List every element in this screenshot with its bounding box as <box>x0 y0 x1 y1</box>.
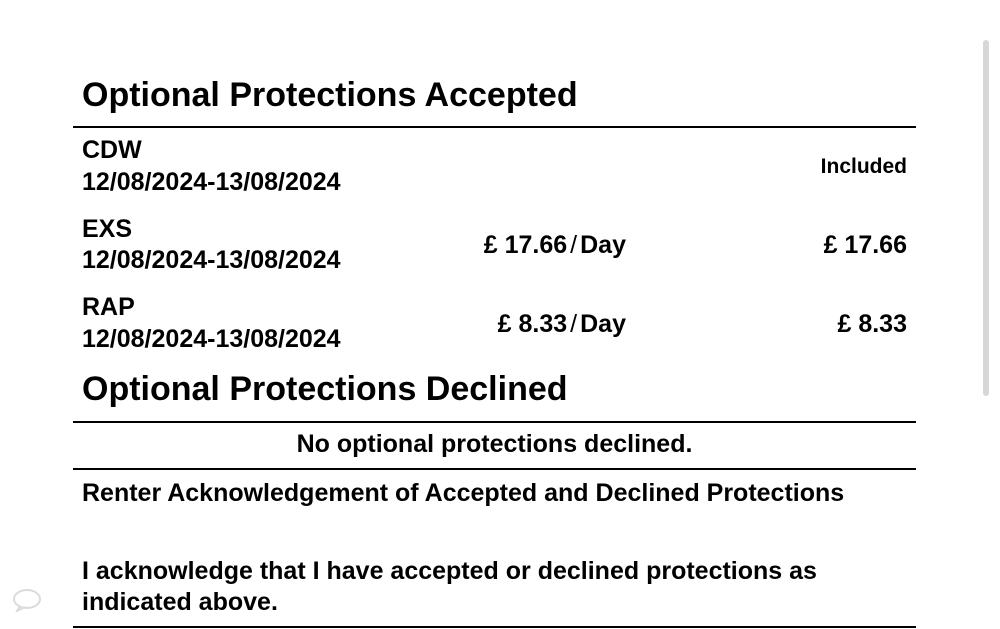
declined-divider-top <box>73 421 916 423</box>
rate-separator: / <box>570 231 578 259</box>
protection-dates: 12/08/2024-13/08/2024 <box>82 325 341 353</box>
protection-total: £ 8.33 <box>837 310 907 338</box>
accepted-heading: Optional Protections Accepted <box>82 76 578 114</box>
protection-dates: 12/08/2024-13/08/2024 <box>82 246 341 274</box>
acknowledgement-title: Renter Acknowledgement of Accepted and Declined Protections <box>82 479 845 507</box>
protection-dates: 12/08/2024-13/08/2024 <box>82 168 341 196</box>
rate-unit: Day <box>580 231 626 259</box>
declined-message: No optional protections declined. <box>296 430 693 458</box>
declined-divider-bottom <box>73 468 916 470</box>
accepted-divider <box>73 126 916 128</box>
vertical-scrollbar[interactable] <box>983 40 989 396</box>
rate-unit: Day <box>580 310 626 338</box>
acknowledgement-statement: I acknowledge that I have accepted or declined protections as indicated above. <box>82 557 817 616</box>
protection-rate <box>498 310 626 338</box>
acknowledgement-divider <box>73 626 916 628</box>
declined-heading: Optional Protections Declined <box>82 370 568 408</box>
rate-amount: £ 17.66 <box>483 231 568 259</box>
protection-name: EXS <box>82 215 133 243</box>
protection-total: £ 17.66 <box>823 231 907 259</box>
protection-name: RAP <box>82 293 135 321</box>
protection-total: Included <box>820 155 907 178</box>
protection-rate <box>484 231 626 259</box>
rate-separator: / <box>570 310 578 338</box>
chat-bubble-icon <box>12 588 42 612</box>
protection-name: CDW <box>82 136 142 164</box>
rate-amount: £ 8.33 <box>497 310 568 338</box>
